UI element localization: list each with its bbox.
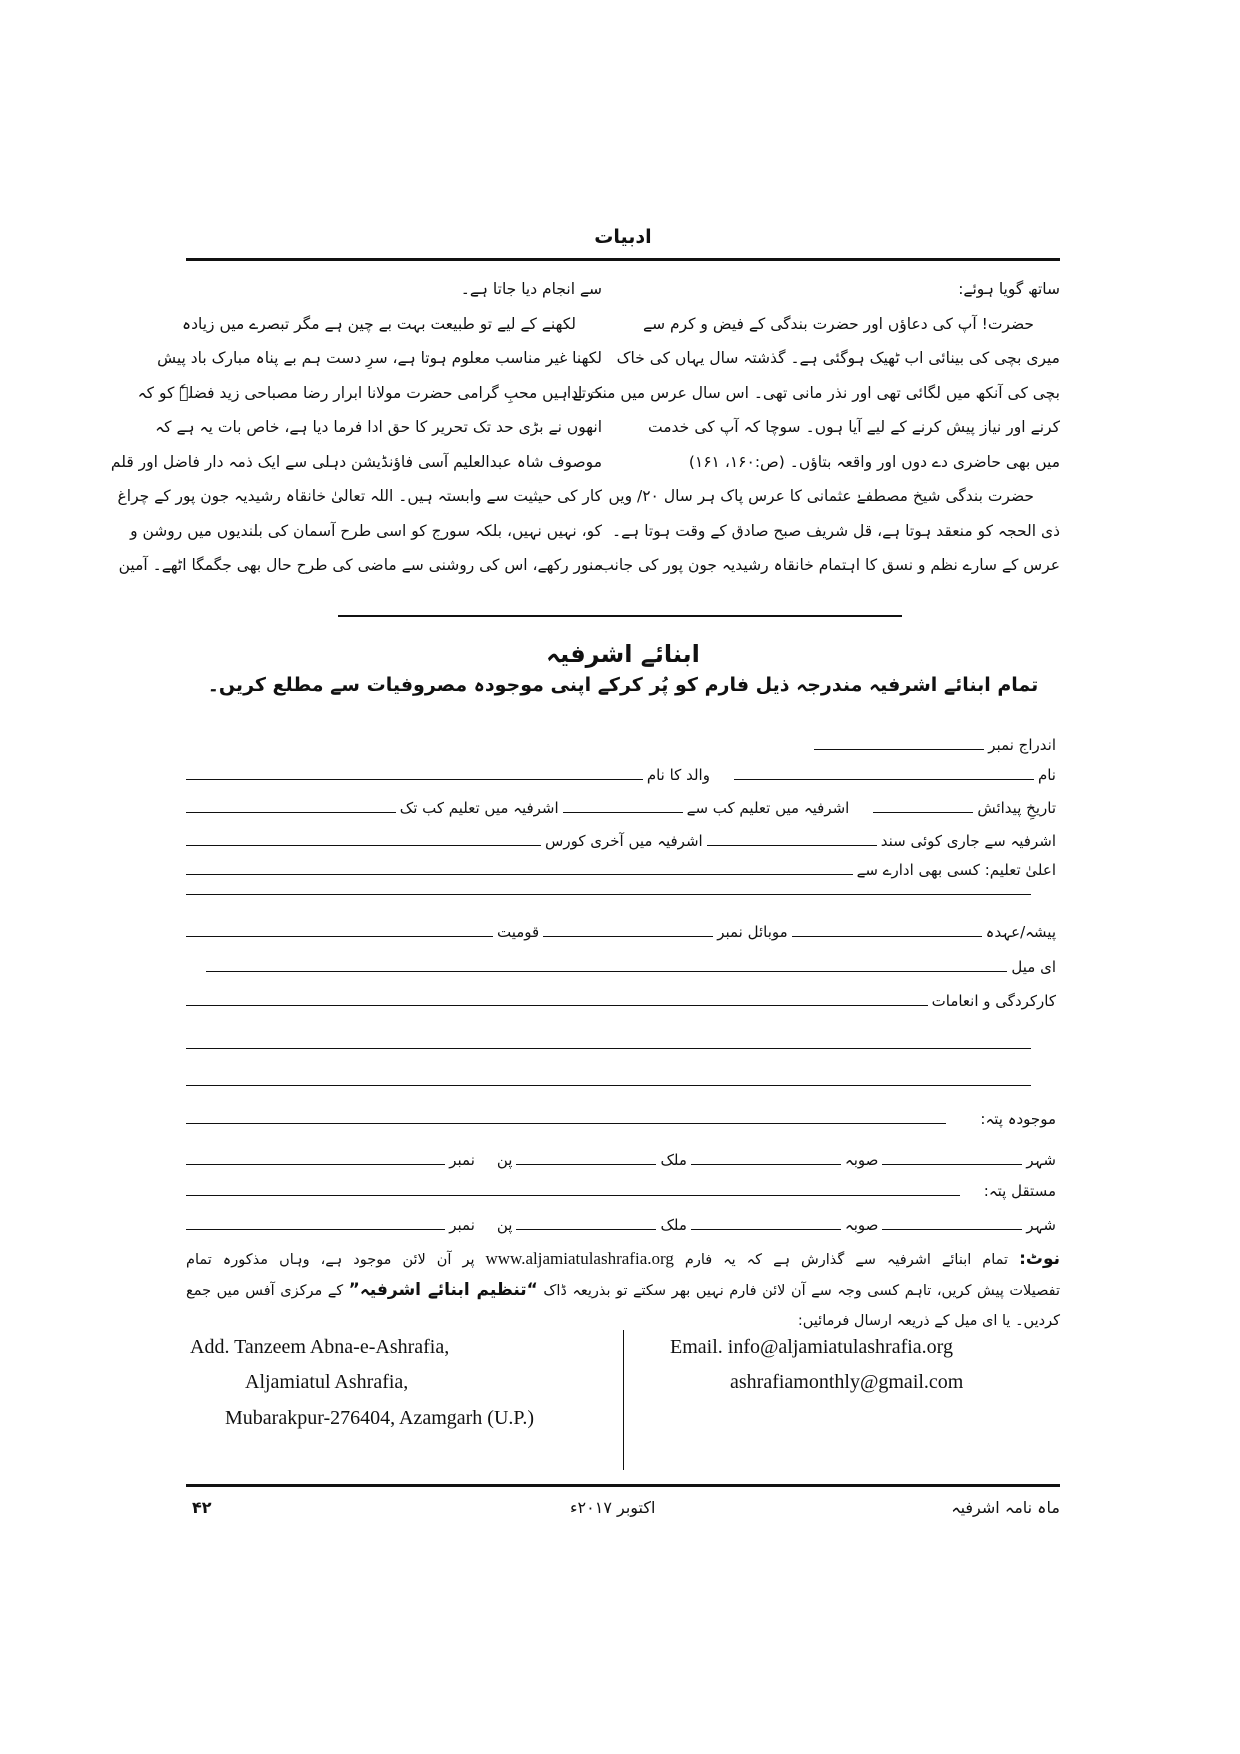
achievements-extra-line[interactable]	[186, 1085, 1031, 1086]
note-text: کے مرکزی آفس میں جمع	[186, 1283, 344, 1299]
profession-field[interactable]	[792, 936, 982, 937]
study-to-label: اشرفیہ میں تعلیم کب تک	[399, 799, 559, 817]
text-line: ذی الحجہ کو منعقد ہوتا ہے، قل شریف صبح صادق کے وقت ہوتا ہے۔	[612, 521, 1060, 540]
profession-label: پیشہ/عہدہ	[985, 923, 1056, 941]
issue-date: اکتوبر ۲۰۱۷ء	[570, 1498, 656, 1517]
number-label: نمبر	[449, 1216, 475, 1234]
form-row-dob	[186, 789, 1060, 819]
note-text: تمام ابنائے اشرفیہ سے گذارش ہے کہ یہ فارم	[684, 1252, 1009, 1268]
text-line: لکھنا غیر مناسب معلوم ہوتا ہے، سرِ دست ہم بے پناہ مبارک باد پیش	[157, 349, 602, 367]
higher-edu-label: اعلیٰ تعلیم: کسی بھی ادارے سے	[856, 861, 1056, 879]
text-line: میری بچی کی بینائی اب ٹھیک ہوگئی ہے۔ گذشتہ سال یہاں کی خاک	[616, 349, 1060, 367]
text-line: کو، نہیں نہیں، بلکہ سورج کو اسی طرح آسمان کی بلندیوں میں روشن و	[130, 521, 602, 540]
enrollment-label: اندراج نمبر	[988, 736, 1056, 754]
pin-label: پن	[496, 1216, 513, 1234]
section-title: ادبیات	[594, 226, 652, 248]
text-line: انھوں نے بڑی حد تک تحریر کا حق ادا فرما دیا ہے، خاص بات یہ ہے کہ	[155, 418, 602, 436]
text-line: حضرت بندگی شیخ مصطفےٰ عثمانی کا عرس پاک ہر سال ۲۰/ ویں	[608, 487, 1034, 505]
text-line: لکھنے کے لیے تو طبیعت بہت بے چین ہے مگر تبصرے میں زیادہ	[182, 314, 576, 333]
email-link[interactable]: ashrafiamonthly@gmail.com	[730, 1371, 964, 1393]
study-from-label: اشرفیہ میں تعلیم کب سے	[686, 799, 850, 817]
permanent-address-field[interactable]	[186, 1195, 960, 1196]
text-line: موصوف شاہ عبدالعلیم آسی فاؤنڈیشن دہلی سے ایک ذمہ دار فاضل اور قلم	[110, 452, 602, 471]
address-line: Add. Tanzeem Abna-e-Ashrafia,	[190, 1336, 450, 1358]
city-label: شہر	[1026, 1151, 1056, 1169]
article-end-rule	[338, 615, 902, 617]
study-from-field[interactable]	[563, 812, 683, 813]
certificate-field[interactable]	[707, 845, 877, 846]
address-line: Mubarakpur-276404, Azamgarh (U.P.)	[225, 1407, 534, 1429]
note-label: نوٹ:	[1019, 1249, 1061, 1269]
text-line: کرتے ہیں محبِ گرامی حضرت مولانا ابرار رضا مصباحی زید فضلہٗ کو کہ	[137, 383, 602, 402]
nationality-label: قومیت	[496, 923, 540, 941]
email-link[interactable]: Email. info@aljamiatulashrafia.org	[670, 1336, 953, 1358]
text-line: میں بھی حاضری دے دوں اور واقعہ بتاؤں۔ (ص:۱۶۰، ۱۶۱)	[688, 452, 1060, 471]
mobile-label: موبائل نمبر	[717, 923, 788, 941]
website-link[interactable]: www.aljamiatulashrafia.org	[485, 1249, 674, 1268]
achievements-field[interactable]	[186, 1005, 928, 1006]
pin-label: پن	[496, 1151, 513, 1169]
father-name-field[interactable]	[186, 779, 643, 780]
certificate-label: اشرفیہ سے جاری کوئی سند	[880, 832, 1056, 850]
form-title: ابنائے اشرفیہ	[546, 640, 700, 668]
email-field[interactable]	[206, 971, 1007, 972]
text-line: ساتھ گویا ہوئے:	[958, 280, 1060, 298]
page-number: ۴۲	[192, 1498, 212, 1517]
form-row-permanent-address	[186, 1172, 1060, 1202]
country-label: ملک	[660, 1151, 687, 1169]
form-row-current-city	[186, 1141, 1060, 1171]
city-label: شہر	[1026, 1216, 1056, 1234]
org-name: “تنظیم ابنائے اشرفیہ”	[348, 1280, 538, 1300]
number-label: نمبر	[449, 1151, 475, 1169]
form-row-enrollment	[186, 726, 1060, 756]
name-label: نام	[1037, 766, 1056, 784]
contact-divider	[623, 1330, 624, 1470]
text-line: بچی کی آنکھ میں لگائی تھی اور نذر مانی تھی۔ اس سال عرس میں منت ادا	[566, 383, 1060, 402]
father-name-label: والد کا نام	[646, 766, 710, 784]
form-row-permanent-city	[186, 1206, 1060, 1236]
country-field[interactable]	[516, 1164, 656, 1165]
header-rule	[186, 258, 1060, 261]
country-label: ملک	[660, 1216, 687, 1234]
pin-field[interactable]	[186, 1229, 445, 1230]
dob-label: تاریخِ پیدائش	[977, 799, 1056, 817]
mobile-field[interactable]	[543, 936, 713, 937]
form-row-email	[186, 948, 1060, 978]
form-subtitle: تمام ابنائے اشرفیہ مندرجہ ذیل فارم کو پُر کرکے اپنی موجودہ مصروفیات سے مطلع کریں۔	[207, 674, 1039, 696]
note-text: کردیں۔ یا ای میل کے ذریعہ ارسال فرمائیں:	[797, 1313, 1060, 1329]
form-row-certificate	[186, 822, 1060, 852]
note-text: پر آن لائن موجود ہے، وہاں مذکورہ تمام	[186, 1252, 475, 1268]
text-line: عرس کے سارے نظم و نسق کا اہتمام خانقاہ رشیدیہ جون پور کی جانب	[599, 556, 1060, 574]
state-label: صوبہ	[844, 1216, 879, 1234]
city-field[interactable]	[882, 1229, 1022, 1230]
article-left-column	[110, 272, 602, 583]
achievements-label: کارکردگی و انعامات	[931, 992, 1056, 1010]
state-field[interactable]	[691, 1229, 841, 1230]
note	[186, 1244, 1060, 1336]
higher-edu-field[interactable]	[186, 874, 853, 875]
state-field[interactable]	[691, 1164, 841, 1165]
study-to-field[interactable]	[186, 812, 396, 813]
footer-rule	[186, 1484, 1060, 1487]
form-row-profession	[186, 913, 1060, 943]
text-line: منور رکھے، اس کی روشنی سے ماضی کی طرح حال بھی جگمگا اٹھے۔ آمین	[118, 556, 602, 574]
form-row-current-address	[186, 1100, 1060, 1130]
achievements-extra-line[interactable]	[186, 1048, 1031, 1049]
permanent-address-label: مستقل پتہ:	[983, 1182, 1056, 1200]
last-course-field[interactable]	[186, 845, 541, 846]
state-label: صوبہ	[844, 1151, 879, 1169]
text-line: کرنے اور نیاز پیش کرنے کے لیے آیا ہوں۔ سوچا کہ آپ کی خدمت	[648, 418, 1060, 436]
text-line: حضرت! آپ کی دعاؤں اور حضرت بندگی کے فیض و کرم سے	[642, 314, 1034, 333]
magazine-name: ماہ نامہ اشرفیہ	[951, 1498, 1060, 1517]
city-field[interactable]	[882, 1164, 1022, 1165]
name-field[interactable]	[734, 779, 1034, 780]
text-line: سے انجام دیا جاتا ہے۔	[460, 280, 602, 298]
current-address-field[interactable]	[186, 1123, 946, 1124]
form-row-higher-edu	[186, 851, 1060, 881]
form-row-achievements	[186, 982, 1060, 1012]
form-row-name	[186, 756, 1060, 786]
higher-edu-extra-line[interactable]	[186, 894, 1031, 895]
pin-field[interactable]	[186, 1164, 445, 1165]
dob-field[interactable]	[873, 812, 973, 813]
last-course-label: اشرفیہ میں آخری کورس	[545, 832, 703, 850]
note-text: تفصیلات پیش کریں، تاہم کسی وجہ سے آن لائن فارم نہیں بھر سکتے تو بذریعہ ڈاک	[543, 1283, 1061, 1299]
enrollment-field[interactable]	[814, 749, 984, 750]
address-line: Aljamiatul Ashrafia,	[245, 1371, 409, 1393]
article-right-column	[566, 272, 1060, 583]
country-field[interactable]	[516, 1229, 656, 1230]
current-address-label: موجودہ پتہ:	[980, 1110, 1056, 1128]
nationality-field[interactable]	[186, 936, 493, 937]
email-label: ای میل	[1011, 958, 1056, 976]
text-line: کار کی حیثیت سے وابستہ ہیں۔ اللہ تعالیٰ خانقاہ رشیدیہ جون پور کے چراغ	[117, 487, 602, 505]
